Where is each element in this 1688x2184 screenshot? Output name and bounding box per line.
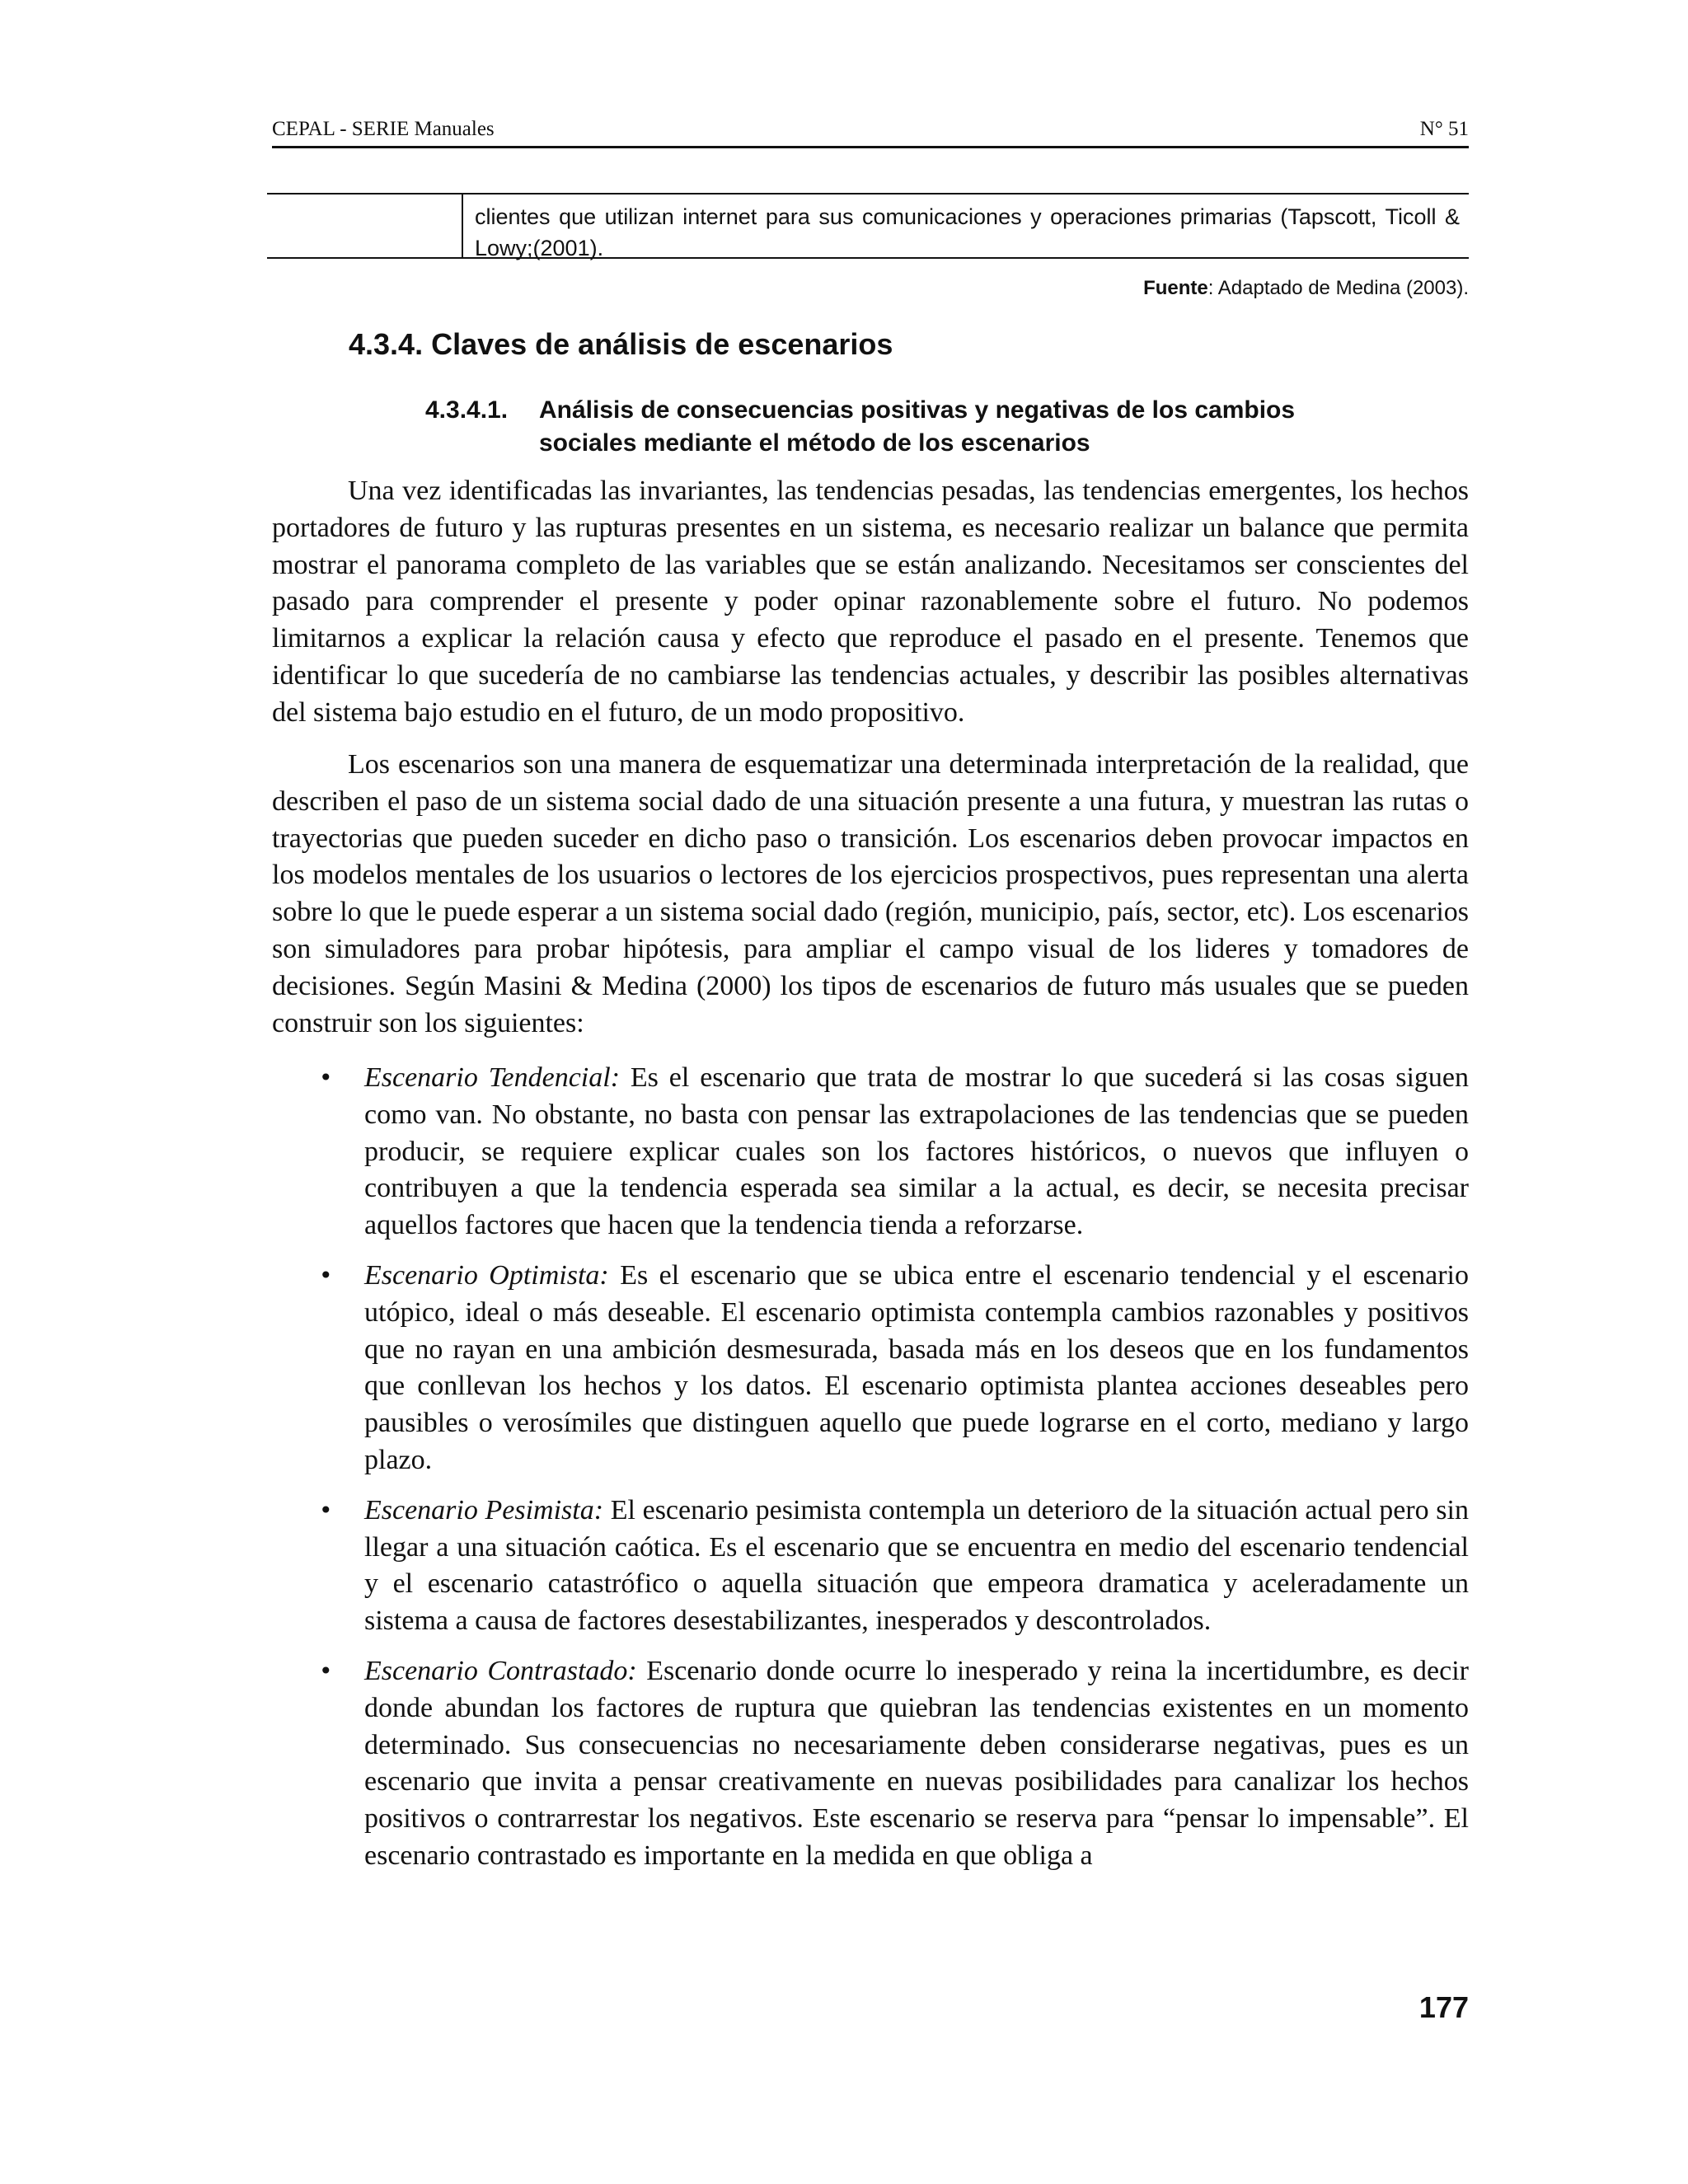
list-item-term: Escenario Optimista: — [364, 1259, 609, 1291]
subsection-number: 4.3.4.1. — [425, 396, 509, 424]
bullet-icon: • — [319, 1657, 333, 1685]
subsection-title: Análisis de consecuencias positivas y negativas de los cambios sociales mediante el método de los escenarios — [539, 396, 1296, 457]
paragraph: Una vez identificadas las invariantes, las tendencias pesadas, las tendencias emergentes, los hechos portadores de futuro y las rupturas presentes en un sistema, es necesario realizar un balance que permita mostrar el panorama completo de las variables que se están analizando. Necesitamos ser conscientes del pasado para comprender el presente y poder opinar razonablemente sobre el futuro. No podemos limitarnos a explicar la relación causa y efecto que reproduce el pasado en el presente. Tenemos que identificar lo que sucedería de no cambiarse las tendencias actuales, y describir las posibles alternativas del sistema bajo estudio en el futuro, de un modo propositivo. — [272, 476, 1469, 728]
running-header — [272, 118, 1469, 148]
source-note — [1143, 277, 1469, 300]
list-item-tendencial — [272, 1060, 1469, 1244]
source-text: : Adaptado de Medina (2003). — [1207, 277, 1469, 299]
list-item-text: Es el escenario que se ubica entre el escenario tendencial y el escenario utópico, ideal o más deseable. El escenario optimista contempla cambios razonables y positivos que no rayan en una ambición desmesurada, basada más en los deseos que en los fundamentos que conllevan los hechos y los datos. El escenario optimista plantea acciones deseables pero pausibles o verosímiles que distinguen aquello que puede lograrse en el corto, mediano y largo plazo. — [364, 1259, 1469, 1475]
list-item-optimista — [272, 1258, 1469, 1479]
table-empty-cell — [267, 194, 463, 257]
bullet-icon: • — [319, 1496, 333, 1524]
bullet-icon: • — [319, 1261, 333, 1289]
list-item-term: Escenario Contrastado: — [364, 1655, 637, 1686]
bullet-icon: • — [319, 1064, 333, 1091]
series-number: N° 51 — [1419, 118, 1469, 140]
source-label: Fuente — [1143, 277, 1208, 299]
scenario-list — [272, 1060, 1469, 1888]
section-heading: 4.3.4. Claves de análisis de escenarios — [349, 327, 893, 361]
list-item-term: Escenario Tendencial: — [364, 1062, 621, 1093]
list-item-text: El escenario pesimista contempla un deterioro de la situación actual pero sin llegar a una situación caótica. Es el escenario que se encuentra en medio del escenario tendencial y el escenario catastrófico o aquella situación que empeora dramatica y aceleradamente un sistema a causa de factores desestabilizantes, inesperados y descontrolados. — [364, 1494, 1469, 1637]
list-item-contrastado — [272, 1653, 1469, 1875]
list-item-pesimista — [272, 1493, 1469, 1640]
paragraph: Los escenarios son una manera de esquematizar una determinada interpretación de la realidad, que describen el paso de un sistema social dado de una situación presente a una futura, y muestran las rutas o trayectorias que pueden suceder en dicho paso o transición. Los escenarios deben provocar impactos en los modelos mentales de los usuarios o lectores de los ejercicios prospectivos, pues representan una alerta sobre lo que le puede esperar a un sistema social dado (región, municipio, país, sector, etc). Los escenarios son simuladores para probar hipótesis, para ampliar el campo visual de los lideres y tomadores de decisiones. Según Masini & Medina (2000) los tipos de escenarios de futuro más usuales que se pueden construir son los siguientes: — [272, 749, 1469, 1038]
table-fragment — [267, 193, 1469, 259]
list-item-text: Es el escenario que trata de mostrar lo que sucederá si las cosas siguen como van. No obstante, no basta con pensar las extrapolaciones de las tendencias que se pueden producir, se requiere explicar cuales son los factores históricos, o nuevos que influyen o contribuyen a que la tendencia esperada sea similar a la actual, es decir, se necesita precisar aquellos factores que hacen que la tendencia tienda a reforzarse. — [364, 1062, 1469, 1241]
page-number: 177 — [1418, 1990, 1469, 2024]
table-cell-text: clientes que utilizan internet para sus comunicaciones y operaciones primarias (Tapscott, Ticoll & Lowy;(2001). — [475, 204, 1460, 260]
list-item-term: Escenario Pesimista: — [364, 1494, 604, 1526]
series-title: CEPAL - SERIE Manuales — [272, 118, 495, 140]
list-item-text: Escenario donde ocurre lo inesperado y reina la incertidumbre, es decir donde abundan los factores de ruptura que quiebran las tendencias existentes en un momento determinado. Sus consecuencias no necesariamente deben considerarse negativas, pues es un escenario que invita a pensar creativamente en nuevas posibilidades para canalizar los hechos positivos o contrarrestar los negativos. Este escenario se reserva para “pensar lo impensable”. El escenario contrastado es importante en la medida en que obliga a — [364, 1655, 1470, 1871]
